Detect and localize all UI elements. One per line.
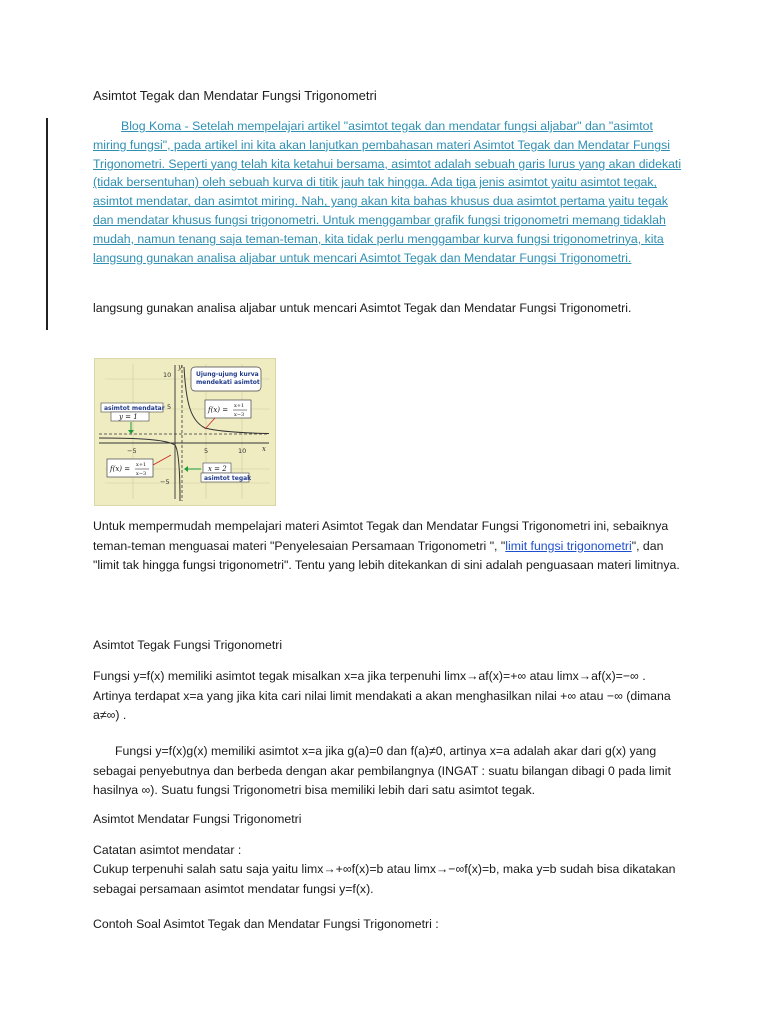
intro-paragraph[interactable]	[93, 117, 683, 267]
axis-y-label: y	[178, 363, 182, 371]
callout-top-line: Ujung-ujung kurva	[196, 371, 259, 378]
asymptote-graph	[95, 359, 275, 505]
para3-text: Fungsi y=f(x)g(x) memiliki asimtot x=a jika g(a)=0 dan f(a)≠0, artinya x=a adalah akar dari g(x) yang sebagai penyebutnya dan berbeda dengan akar pembilangnya (INGAT : suatu bilangan dibagi 0 pada limit hasilnya ∞). Suatu fungsi Trigonometri bisa memiliki lebih dari satu asimtot tegak.	[93, 744, 671, 797]
eq-tegak-text: x = 2	[208, 465, 227, 473]
paragraph-prerequisite	[93, 517, 683, 576]
function-denominator: x−3	[234, 412, 245, 418]
function-label: f(x) =	[208, 406, 229, 414]
para1-text-b: ", dan "limit tak hingga fungsi trigonometri". Tentu yang lebih ditekankan di sini adalah penguasaan materi limitnya.	[93, 538, 680, 572]
tick-x-10: 10	[238, 447, 247, 455]
callout-top-text	[196, 371, 261, 386]
function-left-denominator: x−3	[136, 471, 147, 477]
heading-contoh-soal: Contoh Soal Asimtot Tegak dan Mendatar Fungsi Trigonometri :	[93, 917, 439, 931]
function-pointer	[205, 418, 215, 429]
para1-text-a: Untuk mempermudah mempelajari materi Asimtot Tegak dan Mendatar Fungsi Trigonometri ini, sebaiknya teman-teman menguasai materi "Penyelesaian Persamaan Trigonometri ", "	[93, 519, 669, 553]
paragraph-definisi-tegak: Fungsi y=f(x) memiliki asimtot tegak misalkan x=a jika terpenuhi limx→af(x)=+∞ atau limx→af(x)=−∞ . Artinya terdapat x=a yang jika kita cari nilai limit mendakati a akan menghasilkan nilai +∞ atau −∞ (dimana a≠∞) .	[93, 669, 671, 722]
tick-y-neg5: −5	[160, 478, 170, 486]
callout-top-line2: mendekati asimtot	[196, 379, 260, 386]
tick-x-5: 5	[204, 447, 209, 455]
tick-x-neg5: −5	[127, 447, 137, 455]
tegak-arrowhead	[184, 466, 188, 472]
function-left-pointer	[153, 455, 171, 465]
eq-mendatar-text: y = 1	[119, 413, 138, 421]
document-title: Asimtot Tegak dan Mendatar Fungsi Trigonometri	[93, 88, 377, 103]
label-mendatar-text: asimtot mendatar	[104, 405, 165, 412]
repeated-line: langsung gunakan analisa aljabar untuk mencari Asimtot Tegak dan Mendatar Fungsi Trigonometri.	[93, 301, 632, 315]
label-tegak-text: asimtot tegak	[204, 475, 252, 482]
function-left-label: f(x) =	[110, 465, 131, 473]
link-limit-fungsi-trigonometri[interactable]: limit fungsi trigonometri	[505, 538, 632, 553]
function-left-numerator: x+1	[136, 462, 147, 468]
catatan-label: Catatan asimtot mendatar :	[93, 843, 242, 857]
axis-x-label: x	[262, 445, 266, 453]
revision-change-bar	[46, 118, 48, 330]
heading-asimtot-tegak: Asimtot Tegak Fungsi Trigonometri	[93, 638, 283, 652]
tick-y-10: 10	[163, 371, 172, 379]
heading-asimtot-mendatar: Asimtot Mendatar Fungsi Trigonometri	[93, 812, 302, 826]
paragraph-fungsi-pecahan	[93, 742, 683, 801]
tick-y-5: 5	[167, 403, 172, 411]
catatan-text: Cukup terpenuhi salah satu saja yaitu limx→+∞f(x)=b atau limx→−∞f(x)=b, maka y=b sudah bisa dikatakan sebagai persamaan asimtot mendatar fungsi y=f(x).	[93, 862, 676, 896]
intro-text: Blog Koma - Setelah mempelajari artikel "asimtot tegak dan mendatar fungsi aljabar" dan "asimtot miring fungsi", pada artikel ini kita akan lanjutkan pembahasan materi Asimtot Tegak dan Mendatar Fungsi Trigonometri. Seperti yang telah kita ketahui bersama, asimtot adalah sebuah garis lurus yang akan didekati (tidak bersentuhan) oleh sebuah kurva di titik jauh tak hingga. Ada tiga jenis asimtot yaitu asimtot tegak, asimtot mendatar, dan asimtot miring. Nah, yang akan kita bahas khusus dua asimtot pertama yaitu tegak dan mendatar khusus fungsi trigonometri. Untuk menggambar grafik fungsi trigonometri memang tidaklah mudah, namun tenang saja teman-teman, kita tidak perlu menggambar kurva fungsi trigonometrinya, kita langsung gunakan analisa aljabar untuk mencari Asimtot Tegak dan Mendatar Fungsi Trigonometri.	[93, 119, 682, 265]
asymptote-figure	[94, 358, 276, 506]
function-numerator: x+1	[234, 403, 245, 409]
